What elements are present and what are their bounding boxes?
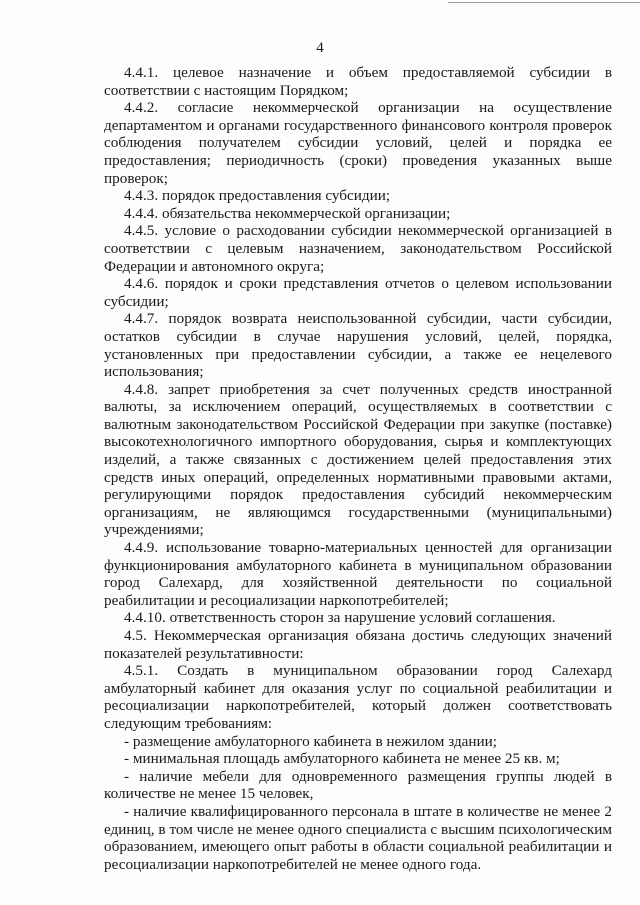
clause-4-4-6: 4.4.6. порядок и сроки представления отчетов о целевом использовании субсидии; (104, 275, 612, 310)
clause-4-4-8: 4.4.8. запрет приобретения за счет полученных средств иностранной валюты, за исключением операций, осуществляемых в соответствии с валютным законодательством Российской Федерации при закупке (поставке) высокотехнологичного импортного оборудования, сырья и комплектующих изделий, а также связанных с достижением целей предоставления этих средств иных операций, определенных нормативными правовыми актами, регулирующими порядок предоставления субсидий некоммерческим организациям, не являющимся государственными (муниципальными) учреждениями; (104, 380, 612, 539)
document-body (104, 64, 612, 873)
clause-4-4-9: 4.4.9. использование товарно-материальных ценностей для организации функционирования амбулаторного кабинета в муниципальном образовании город Салехард, для хозяйственной деятельности по социальной реабилитации и ресоциализации наркопотребителей; (104, 539, 612, 609)
clause-4-4-7: 4.4.7. порядок возврата неиспользованной субсидии, части субсидии, остатков субсидии в случае нарушения условий, целей, порядка, установленных при предоставлении субсидии, а также ее нецелевого использования; (104, 310, 612, 381)
clause-4-4-5: 4.4.5. условие о расходовании субсидии некоммерческой организацией в соответствии с целевым назначением, законодательством Российской Федерации и автономного округа; (104, 222, 612, 275)
clause-4-4-4: 4.4.4. обязательства некоммерческой организации; (124, 204, 451, 222)
requirement-item: - размещение амбулаторного кабинета в нежилом здании; (124, 732, 498, 750)
requirement-item: - наличие мебели для одновременного размещения группы людей в количестве не менее 15 человек, (104, 767, 612, 803)
clause-4-5: 4.5. Некоммерческая организация обязана достичь следующих значений показателей результативности: (104, 627, 612, 662)
top-edge-rule (448, 2, 640, 3)
requirement-item: - минимальная площадь амбулаторного кабинета не менее 25 кв. м; (124, 750, 560, 768)
clause-4-5-1: 4.5.1. Создать в муниципальном образовании город Салехард амбулаторный кабинет для оказания услуг по социальной реабилитации и ресоциализации наркопотребителей, который должен соответствовать следующим требованиям: (104, 662, 612, 732)
clause-4-4-2: 4.4.2. согласие некоммерческой организации на осуществление департаментом и органами государственного финансового контроля проверок соблюдения получателем субсидии условий, целей и порядка ее предоставления; периодичность (сроки) проведения указанных выше проверок; (104, 99, 612, 187)
clause-4-4-1: 4.4.1. целевое назначение и объем предоставляемой субсидии в соответствии с настоящим Порядком; (104, 64, 612, 99)
clause-4-4-3: 4.4.3. порядок предоставления субсидии; (124, 187, 391, 205)
clause-4-4-10: 4.4.10. ответственность сторон за нарушение условий соглашения. (124, 609, 556, 627)
page-number: 4 (316, 40, 324, 56)
requirement-item: - наличие квалифицированного персонала в штате в количестве не менее 2 единиц, в том числе не менее одного специалиста с высшим психологическим образованием, имеющего опыт работы в области социальной реабилитации и ресоциализации наркопотребителей не менее одного года. (104, 802, 612, 873)
